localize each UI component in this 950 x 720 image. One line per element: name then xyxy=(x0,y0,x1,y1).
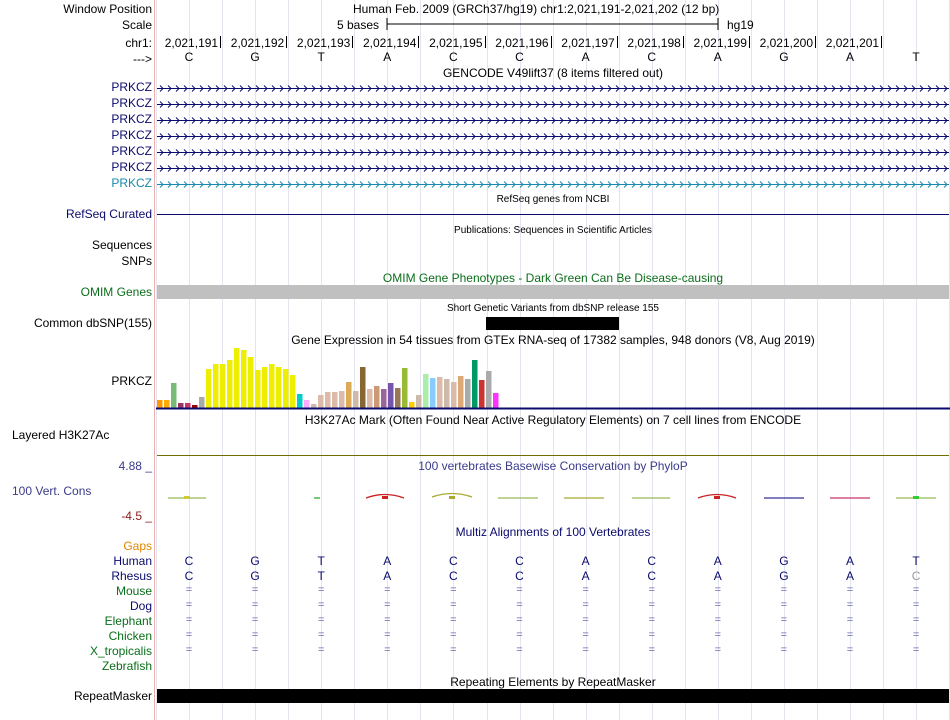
base-letter: C xyxy=(184,50,194,64)
aligned-match: = xyxy=(648,614,655,626)
gtex-tissue-bar[interactable] xyxy=(332,392,338,408)
species-label: Rhesus xyxy=(111,569,152,583)
species-label: Dog xyxy=(129,599,152,613)
conservation-ymin: -4.5 _ xyxy=(121,509,152,523)
aligned-match: = xyxy=(384,629,391,641)
repeatmasker-label[interactable]: RepeatMasker xyxy=(73,689,152,703)
aligned-base: C xyxy=(449,569,458,583)
position-tick xyxy=(749,36,750,48)
gtex-title: Gene Expression in 54 tissues from GTEx RNA-seq of 17382 samples, 948 donors (V8, Aug 2019) xyxy=(291,333,815,347)
base-letter: G xyxy=(779,50,789,64)
aligned-match: = xyxy=(714,629,722,641)
aligned-base: T xyxy=(912,554,920,568)
aligned-match: = xyxy=(384,614,391,626)
window-position-label: Window Position xyxy=(63,2,152,16)
aligned-match: = xyxy=(450,599,457,611)
gencode-track-label[interactable]: PRKCZ xyxy=(111,80,152,94)
aligned-match: = xyxy=(516,599,523,611)
dbsnp-label[interactable]: Common dbSNP(155) xyxy=(33,316,152,330)
gtex-tissue-bar[interactable] xyxy=(325,392,331,408)
gtex-tissue-bar[interactable] xyxy=(248,357,254,408)
gtex-tissue-bar[interactable] xyxy=(262,367,268,408)
strand-label: ---> xyxy=(133,52,152,66)
gencode-track-label[interactable]: PRKCZ xyxy=(111,160,152,174)
species-label: Elephant xyxy=(104,614,152,628)
aligned-match: = xyxy=(780,614,788,626)
aligned-match: = xyxy=(450,644,457,656)
aligned-base: C xyxy=(449,554,458,568)
aligned-match: = xyxy=(582,629,589,641)
aligned-base: A xyxy=(845,569,854,583)
aligned-match: = xyxy=(714,644,722,656)
aligned-match: = xyxy=(912,629,920,641)
gtex-tissue-bar[interactable] xyxy=(360,367,366,408)
position-tick xyxy=(617,36,618,48)
refseq-title: RefSeq genes from NCBI xyxy=(496,194,610,205)
aligned-match: = xyxy=(384,599,391,611)
aligned-match: = xyxy=(516,584,523,596)
aligned-match: = xyxy=(251,629,259,641)
gtex-tissue-bar[interactable] xyxy=(297,394,303,408)
gtex-tissue-bar[interactable] xyxy=(451,382,457,408)
base-letter: G xyxy=(250,50,260,64)
gtex-tissue-bar[interactable] xyxy=(290,375,296,408)
publications-snps-label[interactable]: SNPs xyxy=(121,254,152,268)
species-label: Chicken xyxy=(108,629,152,643)
aligned-match: = xyxy=(450,584,457,596)
aligned-match: = xyxy=(317,644,325,656)
gtex-tissue-bar[interactable] xyxy=(416,395,422,408)
gtex-tissue-bar[interactable] xyxy=(472,360,478,408)
aligned-match: = xyxy=(846,599,854,611)
aligned-match: = xyxy=(912,644,920,656)
aligned-match: = xyxy=(648,629,655,641)
position-tick xyxy=(683,36,684,48)
gtex-tissue-bar[interactable] xyxy=(164,400,170,408)
aligned-match: = xyxy=(846,584,854,596)
base-letter: C xyxy=(449,50,458,64)
gtex-tissue-bar[interactable] xyxy=(178,403,184,408)
position-tick-label: 2,021,201 xyxy=(825,36,880,50)
gtex-tissue-bar[interactable] xyxy=(388,383,394,408)
gtex-tissue-bar[interactable] xyxy=(346,382,352,408)
label-separator xyxy=(154,0,155,720)
position-tick-label: 2,021,192 xyxy=(230,36,285,50)
gtex-tissue-bar[interactable] xyxy=(234,348,240,408)
position-tick-label: 2,021,195 xyxy=(429,36,483,50)
aligned-match: = xyxy=(185,644,193,656)
position-tick xyxy=(551,36,552,48)
aligned-base: A xyxy=(581,554,590,568)
aligned-base: T xyxy=(317,554,325,568)
aligned-match: = xyxy=(582,644,589,656)
gtex-tissue-bar[interactable] xyxy=(353,391,359,408)
base-letter: T xyxy=(317,50,325,64)
gencode-track-label[interactable]: PRKCZ xyxy=(111,96,152,110)
gencode-transcript-line[interactable] xyxy=(157,84,949,93)
aligned-base: A xyxy=(383,569,392,583)
gtex-tissue-bar[interactable] xyxy=(206,369,212,408)
aligned-match: = xyxy=(516,614,523,626)
dbsnp-title: Short Genetic Variants from dbSNP release 155 xyxy=(447,303,659,314)
base-letter: A xyxy=(581,50,590,64)
gtex-tissue-bar[interactable] xyxy=(374,386,380,408)
base-letter: C xyxy=(647,50,657,64)
aligned-match: = xyxy=(582,599,589,611)
gencode-title: GENCODE V49lift37 (8 items filtered out) xyxy=(442,66,664,80)
aligned-base: A xyxy=(713,569,722,583)
gtex-tissue-bar[interactable] xyxy=(507,391,513,408)
aligned-base: G xyxy=(250,569,260,583)
position-tick-label: 2,021,199 xyxy=(693,36,747,50)
gencode-transcript-line[interactable] xyxy=(157,148,949,157)
aligned-match: = xyxy=(648,644,655,656)
h3k27ac-baseline xyxy=(157,455,949,456)
position-tick-label: 2,021,198 xyxy=(627,36,681,50)
gtex-tissue-bar[interactable] xyxy=(318,395,324,408)
position-tick xyxy=(220,36,221,48)
gencode-transcript-line[interactable] xyxy=(157,164,949,173)
gtex-tissue-bar[interactable] xyxy=(367,389,373,408)
aligned-match: = xyxy=(780,584,788,596)
conservation-peak xyxy=(449,496,455,499)
aligned-base: C xyxy=(647,569,657,583)
base-letter: A xyxy=(713,50,722,64)
aligned-match: = xyxy=(317,584,325,596)
aligned-base: A xyxy=(845,554,854,568)
gtex-tissue-bar[interactable] xyxy=(458,376,464,408)
aligned-match: = xyxy=(846,614,854,626)
aligned-match: = xyxy=(251,584,259,596)
gtex-tissue-bar[interactable] xyxy=(185,403,191,408)
gencode-transcript-line[interactable] xyxy=(157,100,949,109)
refseq-label[interactable]: RefSeq Curated xyxy=(65,207,152,221)
gencode-track-label[interactable]: PRKCZ xyxy=(111,112,152,126)
gtex-tissue-bar[interactable] xyxy=(500,392,506,408)
aligned-base: A xyxy=(383,554,392,568)
species-label: Human xyxy=(113,554,152,568)
gencode-transcript-line[interactable] xyxy=(157,132,949,141)
species-label: Zebrafish xyxy=(101,659,152,673)
aligned-base: G xyxy=(779,554,789,568)
aligned-match: = xyxy=(846,629,854,641)
aligned-match: = xyxy=(648,584,655,596)
gencode-track-label[interactable]: PRKCZ xyxy=(111,128,152,142)
aligned-match: = xyxy=(582,614,589,626)
conservation-title: 100 vertebrates Basewise Conservation by PhyloP xyxy=(418,459,688,473)
aligned-match: = xyxy=(185,614,193,626)
aligned-match: = xyxy=(450,629,457,641)
aligned-match: = xyxy=(251,599,259,611)
publications-title: Publications: Sequences in Scientific Articles xyxy=(454,225,652,236)
conservation-ymax: 4.88 _ xyxy=(118,459,152,473)
base-letter: T xyxy=(912,50,920,64)
position-tick-label: 2,021,196 xyxy=(495,36,549,50)
scale-bar xyxy=(385,16,721,32)
gencode-track-label[interactable]: PRKCZ xyxy=(111,176,152,190)
aligned-match: = xyxy=(185,584,193,596)
aligned-match: = xyxy=(912,599,920,611)
aligned-match: = xyxy=(317,599,325,611)
aligned-match: = xyxy=(251,644,259,656)
base-letter: A xyxy=(845,50,854,64)
gtex-tissue-bar[interactable] xyxy=(213,364,219,408)
position-tick xyxy=(352,36,353,48)
aligned-base: C xyxy=(515,554,524,568)
gtex-tissue-bar[interactable] xyxy=(157,400,163,408)
gtex-tissue-bar[interactable] xyxy=(437,377,443,408)
aligned-base: C xyxy=(911,569,921,583)
gtex-tissue-bar[interactable] xyxy=(409,402,415,408)
omim-label[interactable]: OMIM Genes xyxy=(80,285,152,299)
omim-gene-block[interactable] xyxy=(157,285,949,299)
gtex-tissue-bar[interactable] xyxy=(493,393,499,408)
omim-title: OMIM Gene Phenotypes - Dark Green Can Be Disease-causing xyxy=(382,271,724,285)
repeatmasker-title: Repeating Elements by RepeatMasker xyxy=(450,675,656,689)
multiz-gaps-label: Gaps xyxy=(123,539,152,553)
position-tick-label: 2,021,197 xyxy=(561,36,615,50)
position-tick-label: 2,021,191 xyxy=(164,36,219,50)
scale-label: Scale xyxy=(121,18,152,32)
aligned-base: A xyxy=(713,554,722,568)
gtex-tissue-bar[interactable] xyxy=(521,391,527,408)
conservation-peak xyxy=(382,496,388,499)
gencode-transcript-line[interactable] xyxy=(157,116,949,125)
aligned-match: = xyxy=(714,614,722,626)
aligned-match: = xyxy=(714,599,722,611)
position-tick xyxy=(881,36,882,48)
gtex-tissue-bar[interactable] xyxy=(528,389,534,408)
gtex-tissue-bar[interactable] xyxy=(241,350,247,408)
species-label: X_tropicalis xyxy=(89,644,152,658)
base-letter: C xyxy=(515,50,524,64)
gtex-tissue-bar[interactable] xyxy=(465,379,471,408)
gtex-bar-graph[interactable] xyxy=(156,346,950,412)
conservation-peak xyxy=(184,496,190,499)
aligned-base: G xyxy=(779,569,789,583)
scale-db: hg19 xyxy=(727,18,754,32)
gtex-tissue-bar[interactable] xyxy=(402,368,408,408)
base-letter: A xyxy=(383,50,392,64)
aligned-match: = xyxy=(317,629,325,641)
aligned-match: = xyxy=(912,584,920,596)
aligned-base: C xyxy=(515,569,524,583)
dbsnp-variant-block[interactable] xyxy=(486,317,619,330)
gencode-transcript-line[interactable] xyxy=(157,180,949,189)
scale-text: 5 bases xyxy=(337,18,380,32)
aligned-match: = xyxy=(317,614,325,626)
aligned-base: C xyxy=(184,569,194,583)
gtex-tissue-bar[interactable] xyxy=(339,391,345,408)
refseq-gene-line[interactable] xyxy=(157,214,949,215)
position-tick-label: 2,021,193 xyxy=(296,36,351,50)
assembly-title[interactable]: Human Feb. 2009 (GRCh37/hg19) chr1:2,021,191-2,021,202 (12 bp) xyxy=(353,2,720,16)
aligned-base: C xyxy=(184,554,194,568)
gtex-tissue-bar[interactable] xyxy=(479,380,485,408)
aligned-match: = xyxy=(846,644,854,656)
aligned-match: = xyxy=(450,614,457,626)
aligned-match: = xyxy=(912,614,920,626)
gtex-tissue-bar[interactable] xyxy=(395,388,401,408)
gtex-tissue-bar[interactable] xyxy=(269,364,275,408)
position-tick xyxy=(485,36,486,48)
aligned-base: A xyxy=(581,569,590,583)
gtex-tissue-bar[interactable] xyxy=(311,404,317,408)
aligned-match: = xyxy=(251,614,259,626)
gtex-tissue-bar[interactable] xyxy=(423,374,429,408)
conservation-graph[interactable] xyxy=(156,490,950,506)
gtex-tissue-bar[interactable] xyxy=(514,390,520,408)
repeatmasker-block[interactable] xyxy=(157,689,949,703)
conservation-peak xyxy=(913,496,919,499)
aligned-match: = xyxy=(516,644,523,656)
multiz-title: Multiz Alignments of 100 Vertebrates xyxy=(455,525,651,539)
aligned-match: = xyxy=(714,584,722,596)
position-tick-label: 2,021,194 xyxy=(363,36,417,50)
gencode-track-label[interactable]: PRKCZ xyxy=(111,144,152,158)
gtex-tissue-bar[interactable] xyxy=(227,360,233,408)
conservation-label[interactable]: 100 Vert. Cons xyxy=(12,484,92,498)
gtex-tissue-bar[interactable] xyxy=(220,364,226,408)
aligned-match: = xyxy=(384,644,391,656)
aligned-match: = xyxy=(780,644,788,656)
aligned-base: C xyxy=(647,554,657,568)
aligned-match: = xyxy=(516,629,523,641)
aligned-base: G xyxy=(250,554,260,568)
h3k27ac-label[interactable]: Layered H3K27Ac xyxy=(12,428,110,442)
aligned-match: = xyxy=(185,599,193,611)
gtex-tissue-bar[interactable] xyxy=(199,397,205,408)
aligned-match: = xyxy=(582,584,589,596)
position-tick-label: 2,021,200 xyxy=(759,36,813,50)
gtex-tissue-bar[interactable] xyxy=(283,369,289,408)
species-label: Mouse xyxy=(115,584,152,598)
aligned-match: = xyxy=(780,629,788,641)
publications-sequences-label[interactable]: Sequences xyxy=(91,238,152,252)
gtex-tissue-bar[interactable] xyxy=(430,378,436,408)
gtex-tissue-bar[interactable] xyxy=(486,371,492,408)
conservation-peak xyxy=(714,496,720,499)
gtex-tissue-bar[interactable] xyxy=(381,389,387,408)
aligned-base: T xyxy=(317,569,325,583)
aligned-match: = xyxy=(780,599,788,611)
gtex-tissue-bar[interactable] xyxy=(255,370,261,408)
h3k27ac-title: H3K27Ac Mark (Often Found Near Active Regulatory Elements) on 7 cell lines from ENCODE xyxy=(304,413,802,427)
aligned-match: = xyxy=(384,584,391,596)
aligned-match: = xyxy=(648,599,655,611)
gtex-tissue-bar[interactable] xyxy=(444,379,450,408)
position-tick xyxy=(815,36,816,48)
chrom-label: chr1: xyxy=(125,36,152,50)
aligned-match: = xyxy=(185,629,193,641)
position-tick xyxy=(418,36,419,48)
gtex-tissue-bar[interactable] xyxy=(171,383,177,408)
gtex-tissue-bar[interactable] xyxy=(304,400,310,408)
gtex-label[interactable]: PRKCZ xyxy=(111,374,152,388)
position-tick xyxy=(286,36,287,48)
gtex-tissue-bar[interactable] xyxy=(276,367,282,408)
